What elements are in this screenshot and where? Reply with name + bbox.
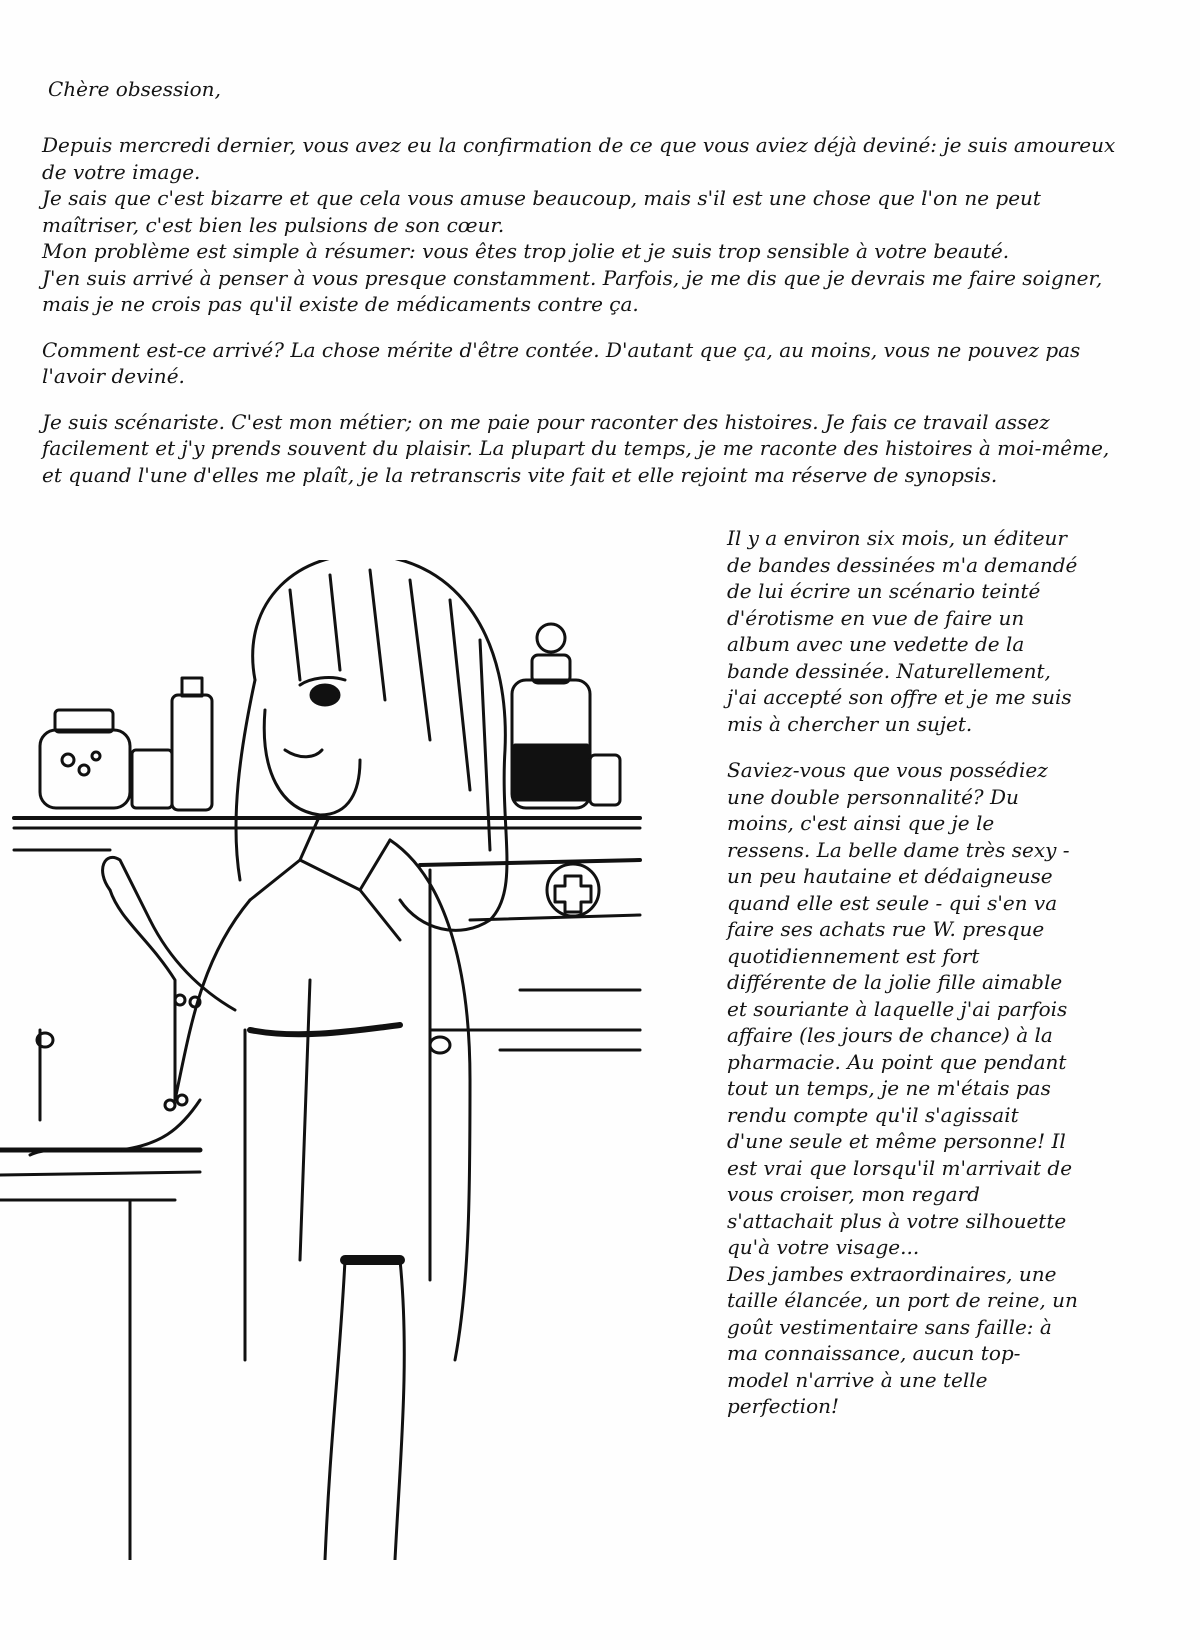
paragraph-confession [42, 132, 1116, 318]
text-line: un peu hautaine et dédaigneuse [727, 864, 1053, 888]
text-line: j'ai accepté son offre et je me suis [727, 685, 1072, 709]
salutation: Chère obsession, [48, 77, 221, 101]
letter-side-column [727, 525, 1078, 1440]
text-line: Mon problème est simple à résumer: vous êtes trop jolie et je suis trop sensible à votre beauté. [42, 239, 1010, 263]
text-line: tout un temps, je ne m'étais pas [727, 1076, 1051, 1100]
paragraph-how-it-happened [42, 337, 1082, 390]
text-line: de bandes dessinées m'a demandé [727, 552, 1078, 577]
text-line: Saviez-vous que vous possédiez [727, 758, 1048, 782]
text-line: maîtriser, c'est bien les pulsions de son cœur. [42, 212, 505, 237]
medicine-jars [40, 624, 620, 810]
text-line: pharmacie. Au point que pendant [727, 1049, 1067, 1074]
text-line: faire ses achats rue W. presque [727, 917, 1045, 941]
text-line: qu'à votre visage... [727, 1235, 920, 1259]
text-line: Des jambes extraordinaires, une [727, 1261, 1057, 1286]
text-line: une double personnalité? Du [727, 784, 1019, 809]
text-line: quand elle est seule - qui s'en va [727, 890, 1058, 915]
paragraph-screenwriter [42, 409, 1110, 489]
paragraph-publisher-request [727, 525, 1078, 737]
text-line: d'érotisme en vue de faire un [727, 605, 1025, 630]
text-line: rendu compte qu'il s'agissait [727, 1102, 1019, 1127]
text-line: goût vestimentaire sans faille: à [727, 1314, 1052, 1339]
text-line: moins, c'est ainsi que je le [727, 811, 995, 835]
text-line: taille élancée, un port de reine, un [727, 1288, 1078, 1312]
text-line: différente de la jolie fille aimable [727, 970, 1063, 994]
text-line: Je sais que c'est bizarre et que cela vous amuse beaucoup, mais s'il est une chose que l'on ne peut [42, 186, 1041, 210]
text-line: quotidiennement est fort [727, 943, 980, 968]
text-line: mais je ne crois pas qu'il existe de médicaments contre ça. [42, 292, 639, 316]
text-line: d'une seule et même personne! Il [727, 1129, 1066, 1153]
text-line: de votre image. [42, 159, 201, 184]
text-line: ma connaissance, aucun top- [727, 1341, 1021, 1365]
text-line: Depuis mercredi dernier, vous avez eu la confirmation de ce que vous aviez déjà deviné: je suis amoureux [42, 133, 1116, 157]
text-line: album avec une vedette de la [727, 632, 1025, 656]
text-line: mis à chercher un sujet. [727, 711, 973, 736]
text-line: Comment est-ce arrivé? La chose mérite d'être contée. D'autant que ça, au moins, vous ne pouvez pas [42, 337, 1081, 362]
text-line: facilement et j'y prends souvent du plaisir. La plupart du temps, je me raconte des histoires à moi-même, [42, 436, 1110, 460]
letter-intro [42, 132, 1116, 507]
paragraph-double-personality [727, 757, 1078, 1420]
text-line: et souriante à laquelle j'ai parfois [727, 996, 1068, 1021]
text-line: de lui écrire un scénario teinté [727, 579, 1041, 603]
text-line: l'avoir deviné. [42, 364, 185, 388]
text-line: et quand l'une d'elles me plaît, je la retranscris vite fait et elle rejoint ma réserve de synopsis. [42, 462, 998, 487]
text-line: Je suis scénariste. C'est mon métier; on me paie pour raconter des histoires. Je fais ce travail assez [42, 409, 1050, 434]
text-line: Il y a environ six mois, un éditeur [727, 526, 1067, 550]
text-line: perfection! [727, 1394, 840, 1418]
pharmacy-shelves [14, 818, 640, 920]
text-line: J'en suis arrivé à penser à vous presque constamment. Parfois, je me dis que je devrais me faire soigner, [42, 265, 1103, 290]
text-line: affaire (les jours de chance) à la [727, 1023, 1053, 1047]
text-line: vous croiser, mon regard [727, 1182, 980, 1206]
cabinet [430, 864, 640, 1280]
text-line: est vrai que lorsqu'il m'arrivait de [727, 1155, 1073, 1180]
text-line: model n'arrive à une telle [727, 1367, 988, 1392]
text-line: ressens. La belle dame très sexy - [727, 837, 1070, 862]
text-line: s'attachait plus à votre silhouette [727, 1208, 1067, 1233]
pharmacist-illustration [0, 560, 660, 1560]
text-line: bande dessinée. Naturellement, [727, 658, 1051, 683]
